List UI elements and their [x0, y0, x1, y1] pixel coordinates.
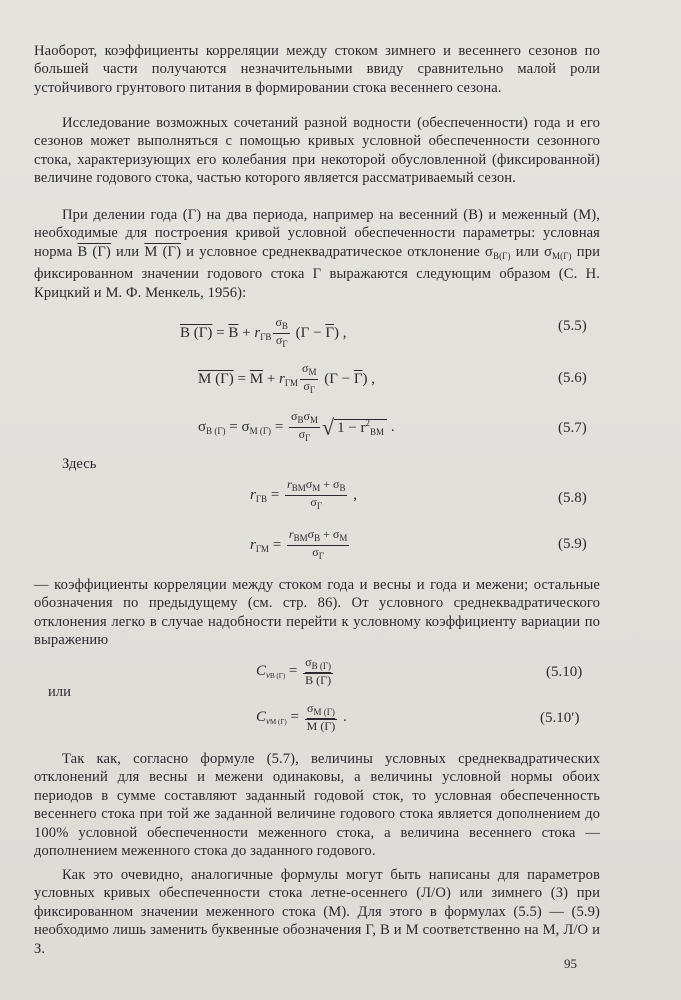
eq58-numerator: [285, 478, 347, 496]
eq510-num-sigma: σ: [305, 655, 312, 669]
eq510p-c-sub-v: v: [266, 715, 271, 726]
paragraph-3-or-a: или: [110, 243, 145, 260]
eq59-denominator: [287, 546, 349, 563]
paragraph-3: [34, 206, 600, 302]
eq55-num-sub: В: [281, 321, 288, 331]
eq57-numerator: [289, 410, 320, 428]
eq58-r: r: [250, 486, 256, 503]
eq59-den-sub: Г: [318, 551, 324, 561]
eq55-paren-close: ) ,: [333, 324, 347, 341]
eq56-paren-open: (Г −: [320, 370, 354, 387]
eq58-num-plus: +: [320, 477, 333, 491]
equation-5-6: [0, 362, 681, 402]
equation-5-10-prime: [0, 702, 681, 742]
eq56-r-sub: ГМ: [284, 377, 298, 388]
eq59-numerator: [287, 528, 349, 546]
eq57-tail: .: [387, 418, 395, 435]
equation-5-5-formula: [180, 316, 346, 351]
equation-5-10-prime-number: (5.10′): [540, 710, 580, 726]
eq510p-fraction: [305, 702, 338, 733]
eq58-num-sigma-b: σ: [332, 477, 340, 491]
eq56-paren-close: ) ,: [362, 370, 376, 387]
sigma-low-water-symbol: σ: [544, 243, 553, 260]
eq510-denominator: В (Г): [305, 673, 332, 687]
equation-5-6-formula: [198, 362, 375, 397]
eq55-plus: +: [238, 324, 255, 341]
eq59-r-sub: ГМ: [255, 543, 269, 554]
eq510p-numerator: [305, 702, 338, 720]
eq57-num-sub-a: В: [297, 415, 304, 425]
eq510-numerator: [303, 656, 333, 674]
equation-5-8-number: (5.8): [558, 490, 587, 506]
equation-5-10: [0, 656, 681, 696]
eq59-num-sigma-a: σ: [307, 527, 315, 541]
eq57-num-sub-b: М: [309, 415, 318, 425]
eq55-den-sub: Г: [282, 339, 288, 349]
paragraph-3-text-b: и условное среднеквадратическое отклонение: [181, 243, 485, 260]
eq510p-num-sub: М (Г): [313, 707, 335, 717]
eq58-num-sigma-b-sub: В: [339, 483, 346, 493]
eq510p-num-sigma: σ: [307, 701, 314, 715]
eq58-equals: =: [267, 486, 284, 503]
eq510-c: C: [256, 662, 267, 679]
eq59-num-r-sub: ВМ: [293, 533, 308, 543]
eq57-den-sub: Г: [305, 433, 311, 443]
eq55-numerator: [273, 316, 289, 334]
eq55-denominator: [273, 334, 289, 351]
eq510p-c-sub: [266, 716, 287, 726]
paragraph-6: Как это очевидно, аналогичные формулы могут быть написаны для параметров условных кривых обеспеченности стока летне-осеннего (Л/О) или зимнего (З) при фиксированном значении меженного стока (М). Для этого в формулах (5.5) — (5.9) необходимо лишь заменить буквенные обозначения Г, В и М соответственно на М, Л/О и З.: [34, 867, 600, 957]
paragraph-3-text-a: При делении года (Г) на два периода, например на весенний (В) и меженный (М), необходимые для построения кривой условной обеспеченности параметры: условная норма: [34, 207, 600, 260]
equation-5-8: [0, 478, 681, 518]
equation-5-9-formula: [250, 528, 351, 563]
eq55-fraction: [273, 316, 289, 351]
equation-5-5: [0, 316, 681, 356]
sigma-low-water-subscript: М(Г): [552, 250, 572, 261]
label-or: или: [48, 684, 71, 700]
conditional-norm-low-water: М (Г): [144, 243, 182, 260]
eq510-num-sub: В (Г): [311, 661, 332, 671]
eq510-c-sub: [266, 670, 285, 680]
eq57-sigma-low-water: σ: [241, 418, 250, 435]
conditional-norm-spring: В (Г): [77, 243, 111, 260]
radical-sign-icon: √: [322, 414, 335, 440]
eq57-root-text: 1 − r: [337, 420, 366, 436]
eq57-equals-a: =: [225, 418, 242, 435]
eq59-equals: =: [268, 536, 285, 553]
eq58-num-sigma-a-sub: М: [312, 483, 321, 493]
eq510p-c-sub-2: М (Г): [270, 717, 287, 726]
eq55-r-sub: ГВ: [260, 331, 272, 342]
equation-5-7-formula: [198, 410, 395, 445]
eq56-num-sub: М: [308, 367, 317, 377]
eq57-root-sup: 2: [365, 418, 371, 428]
eq57-fraction: [289, 410, 320, 445]
eq56-lhs: М (Г): [198, 370, 234, 387]
eq510p-tail: .: [339, 708, 347, 725]
eq56-plus: +: [263, 370, 280, 387]
label-here: Здесь: [62, 456, 97, 472]
eq55-lhs: В (Г): [180, 324, 213, 341]
eq510-c-sub-v: v: [266, 669, 271, 680]
paragraph-4: — коэффициенты корреляции между стоком года и весны и года и межени; остальные обозначения по предыдущему (см. стр. 86). От условного среднеквадратического отклонения легко в случае надобности перейти к условному коэффициенту вариации по выражению: [34, 577, 600, 649]
paragraph-5: Так как, согласно формуле (5.7), величины условных среднеквадратических отклонений для весны и межени одинаковы, а величины условной нормы обоих периодов в сумме составляют заданный годовой сток, то условная обеспеченность весеннего стока при той же заданной величине годового стока является дополнением до 100% условной обеспеченности меженного стока, а величина весеннего стока — дополнением меженного стока до заданного годового.: [34, 751, 600, 860]
eq57-radicand: [334, 419, 387, 436]
eq55-num-sigma: σ: [275, 315, 282, 329]
eq55-mean-spring: В: [228, 324, 239, 341]
eq59-r: r: [250, 536, 256, 553]
equation-5-5-number: (5.5): [558, 318, 587, 334]
eq56-fraction: [300, 362, 318, 397]
sigma-spring-subscript: В(Г): [492, 250, 511, 261]
eq55-r: r: [254, 324, 261, 341]
equation-5-10-number: (5.10): [546, 664, 583, 680]
eq57-den-sigma: σ: [298, 427, 306, 441]
eq59-den-sigma: σ: [312, 545, 319, 559]
eq56-r: r: [279, 370, 285, 387]
eq59-num-sigma-b-sub: М: [339, 533, 348, 543]
sigma-spring-symbol: σ: [485, 243, 493, 260]
paragraph-3-or-b: или: [510, 243, 545, 260]
eq56-num-sigma: σ: [301, 361, 309, 375]
eq56-mean-year: Г: [353, 370, 363, 387]
equation-5-8-formula: [250, 478, 357, 513]
eq58-fraction: [285, 478, 347, 513]
eq57-num-sigma-b: σ: [303, 409, 310, 423]
eq510-fraction: [303, 656, 333, 687]
eq57-root-sub: ВМ: [370, 427, 385, 437]
equation-5-9-number: (5.9): [558, 536, 587, 552]
eq55-mean-year: Г: [325, 324, 334, 341]
paragraph-3-text-c: при фиксированном значении годового стока Г выражаются следующим образом (С. Н. Крицкий и М. Ф. Менкель, 1956):: [34, 243, 600, 301]
equation-5-10-formula: [256, 656, 335, 687]
eq510p-c: C: [256, 708, 267, 725]
equation-5-7-number: (5.7): [558, 420, 587, 436]
eq59-num-r: r: [288, 527, 294, 541]
eq58-den-sub: Г: [316, 501, 323, 511]
eq510-c-sub-2: В (Г): [270, 671, 286, 680]
eq58-num-r: r: [287, 477, 292, 491]
eq58-r-sub: ГВ: [255, 493, 268, 504]
eq57-num-sigma-a: σ: [291, 409, 298, 423]
eq55-paren-open: (Г −: [291, 324, 326, 341]
eq58-num-r-sub: ВМ: [291, 483, 306, 493]
eq57-square-root: [322, 413, 387, 442]
eq510p-denominator: М (Г): [306, 719, 336, 733]
eq58-den-sigma: σ: [310, 495, 317, 509]
eq58-num-sigma-a: σ: [305, 477, 313, 491]
eq59-num-sigma-a-sub: В: [314, 533, 321, 543]
eq58-tail: ,: [349, 486, 357, 503]
eq56-den-sigma: σ: [303, 379, 310, 393]
eq56-mean-low-water: М: [249, 370, 264, 387]
eq55-den-sigma: σ: [275, 333, 283, 347]
eq510p-equals: =: [286, 708, 303, 725]
page-number: 95: [564, 956, 577, 971]
eq57-equals-b: =: [271, 418, 288, 435]
eq55-equals: =: [212, 324, 229, 341]
eq59-num-plus: +: [320, 527, 333, 541]
eq510-equals: =: [285, 662, 302, 679]
equation-5-9: [0, 528, 681, 568]
eq58-denominator: [285, 496, 347, 513]
paragraph-2: Исследование возможных сочетаний разной водности (обеспеченности) года и его сезонов может выполняться с помощью кривых условной обеспеченности сезонного стока, характеризующих его колебания при некоторой обусловленной (фиксированной) величине годового стока, частью которого является рассматриваемый сезон.: [34, 115, 600, 187]
eq56-equals: =: [233, 370, 250, 387]
eq57-sigma-low-water-sub: М (Г): [249, 425, 272, 436]
eq56-denominator: [300, 380, 318, 397]
eq57-sigma-spring: σ: [198, 418, 207, 435]
eq59-fraction: [287, 528, 349, 563]
eq56-numerator: [300, 362, 318, 380]
eq57-denominator: [289, 428, 320, 445]
equation-5-10-prime-formula: [256, 702, 347, 733]
eq59-num-sigma-b: σ: [332, 527, 340, 541]
equation-5-6-number: (5.6): [558, 370, 587, 386]
equation-5-7: [0, 410, 681, 450]
eq56-den-sub: Г: [309, 385, 316, 395]
paragraph-1: Наоборот, коэффициенты корреляции между стоком зимнего и весеннего сезонов по большей части получаются незначительными ввиду сравнительно малой роли устойчивого грунтового питания в формировании стока весеннего сезона.: [34, 43, 600, 96]
eq57-sigma-spring-sub: В (Г): [206, 425, 226, 436]
